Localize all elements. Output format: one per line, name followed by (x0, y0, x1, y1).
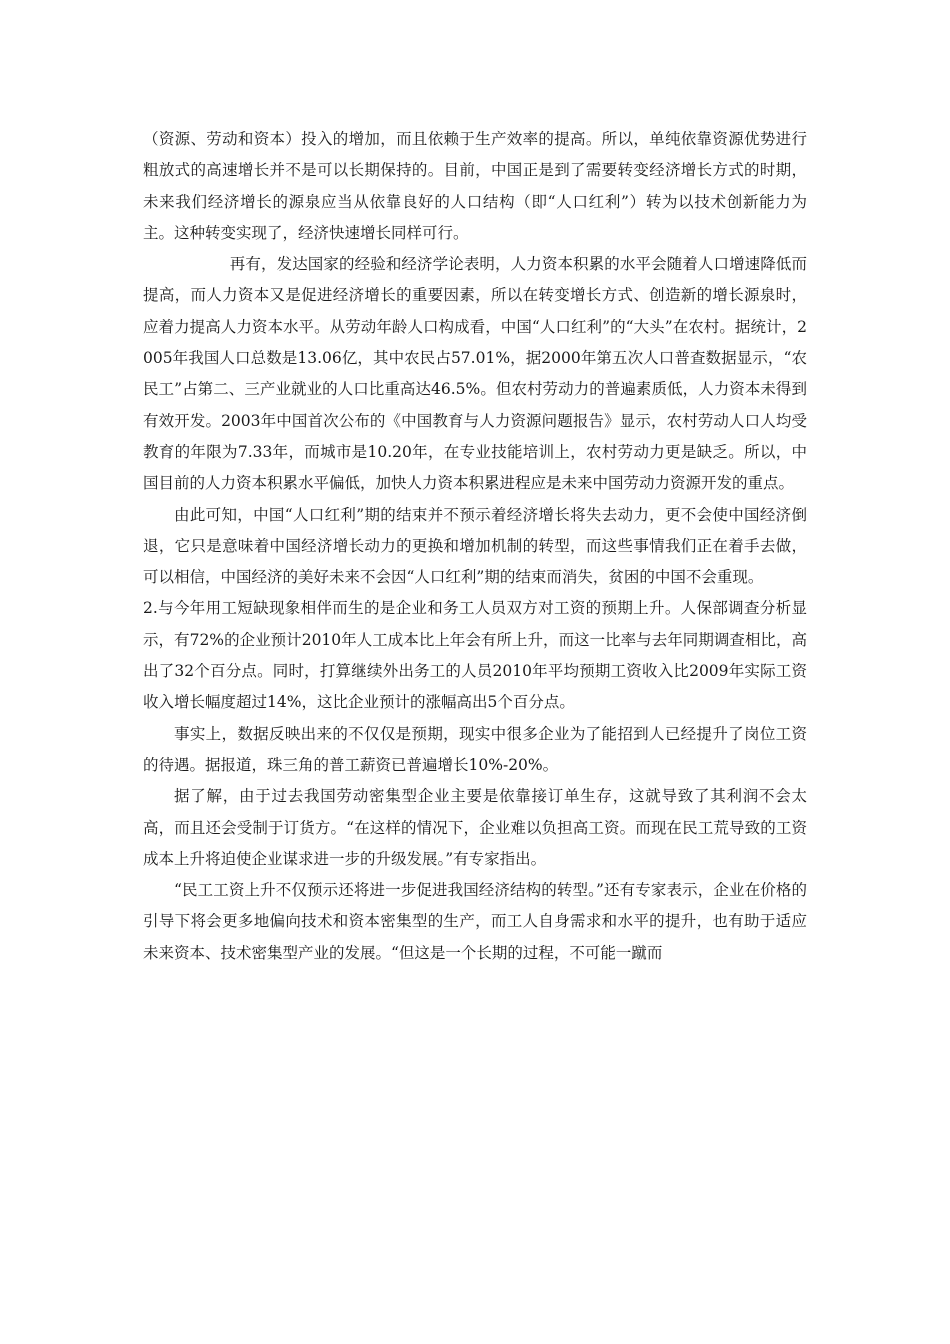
paragraph-5: 事实上，数据反映出来的不仅仅是预期，现实中很多企业为了能招到人已经提升了岗位工资的待遇。据报道，珠三角的普工薪资已普遍增长10%-20%。 (143, 724, 807, 774)
paragraph-7: “民工工资上升不仅预示还将进一步促进我国经济结构的转型。”还有专家表示，企业在价格的引导下将会更多地偏向技术和资本密集型的生产，而工人自身需求和水平的提升，也有助于适应未来资本、技术密集型产业的发展。“但这是一个长期的过程，不可能一蹴而 (143, 881, 807, 962)
paragraph-3: 由此可知，中国“人口红利”期的结束并不预示着经济增长将失去动力，更不会使中国经济倒退，它只是意味着中国经济增长动力的更换和增加机制的转型，而这些事情我们正在着手去做，可以相信，中国经济的美好未来不会因“人口红利”期的结束而消失，贫困的中国不会重现。 (143, 505, 807, 587)
document-page (143, 124, 807, 969)
paragraph-2: 再有，发达国家的经验和经济学论表明，人力资本积累的水平会随着人口增速降低而提高，而人力资本又是促进经济增长的重要因素，所以在转变增长方式、创造新的增长源泉时，应着力提高人力资本水平。从劳动年龄人口构成看，中国“人口红利”的“大头”在农村。据统计，2005年我国人口总数是13.06亿，其中农民占57.01%，据2000年第五次人口普查数据显示，“农民工”占第二、三产业就业的人口比重高达46.5%。但农村劳动力的普遍素质低，人力资本未得到有效开发。2003年中国首次公布的《中国教育与人力资源问题报告》显示，农村劳动人口人均受教育的年限为7.33年，而城市是10.20年，在专业技能培训上，农村劳动力更是缺乏。所以，中国目前的人力资本积累水平偏低，加快人力资本积累进程应是未来中国劳动力资源开发的重点。 (143, 255, 807, 493)
paragraph-6: 据了解，由于过去我国劳动密集型企业主要是依靠接订单生存，这就导致了其利润不会太高，而且还会受制于订货方。“在这样的情况下，企业难以负担高工资。而现在民工荒导致的工资成本上升将迫使企业谋求进一步的升级发展。”有专家指出。 (143, 787, 807, 868)
paragraph-1: （资源、劳动和资本）投入的增加，而且依赖于生产效率的提高。所以，单纯依靠资源优势进行粗放式的高速增长并不是可以长期保持的。目前，中国正是到了需要转变经济增长方式的时期，未来我们经济增长的源泉应当从依靠良好的人口结构（即“人口红利”）转为以技术创新能力为主。这种转变实现了，经济快速增长同样可行。 (143, 130, 807, 242)
paragraph-4: 2.与今年用工短缺现象相伴而生的是企业和务工人员双方对工资的预期上升。人保部调查分析显示，有72%的企业预计2010年人工成本比上年会有所上升，而这一比率与去年同期调查相比，高出了32个百分点。同时，打算继续外出务工的人员2010年平均预期工资收入比2009年实际工资收入增长幅度超过14%，这比企业预计的涨幅高出5个百分点。 (143, 599, 807, 712)
